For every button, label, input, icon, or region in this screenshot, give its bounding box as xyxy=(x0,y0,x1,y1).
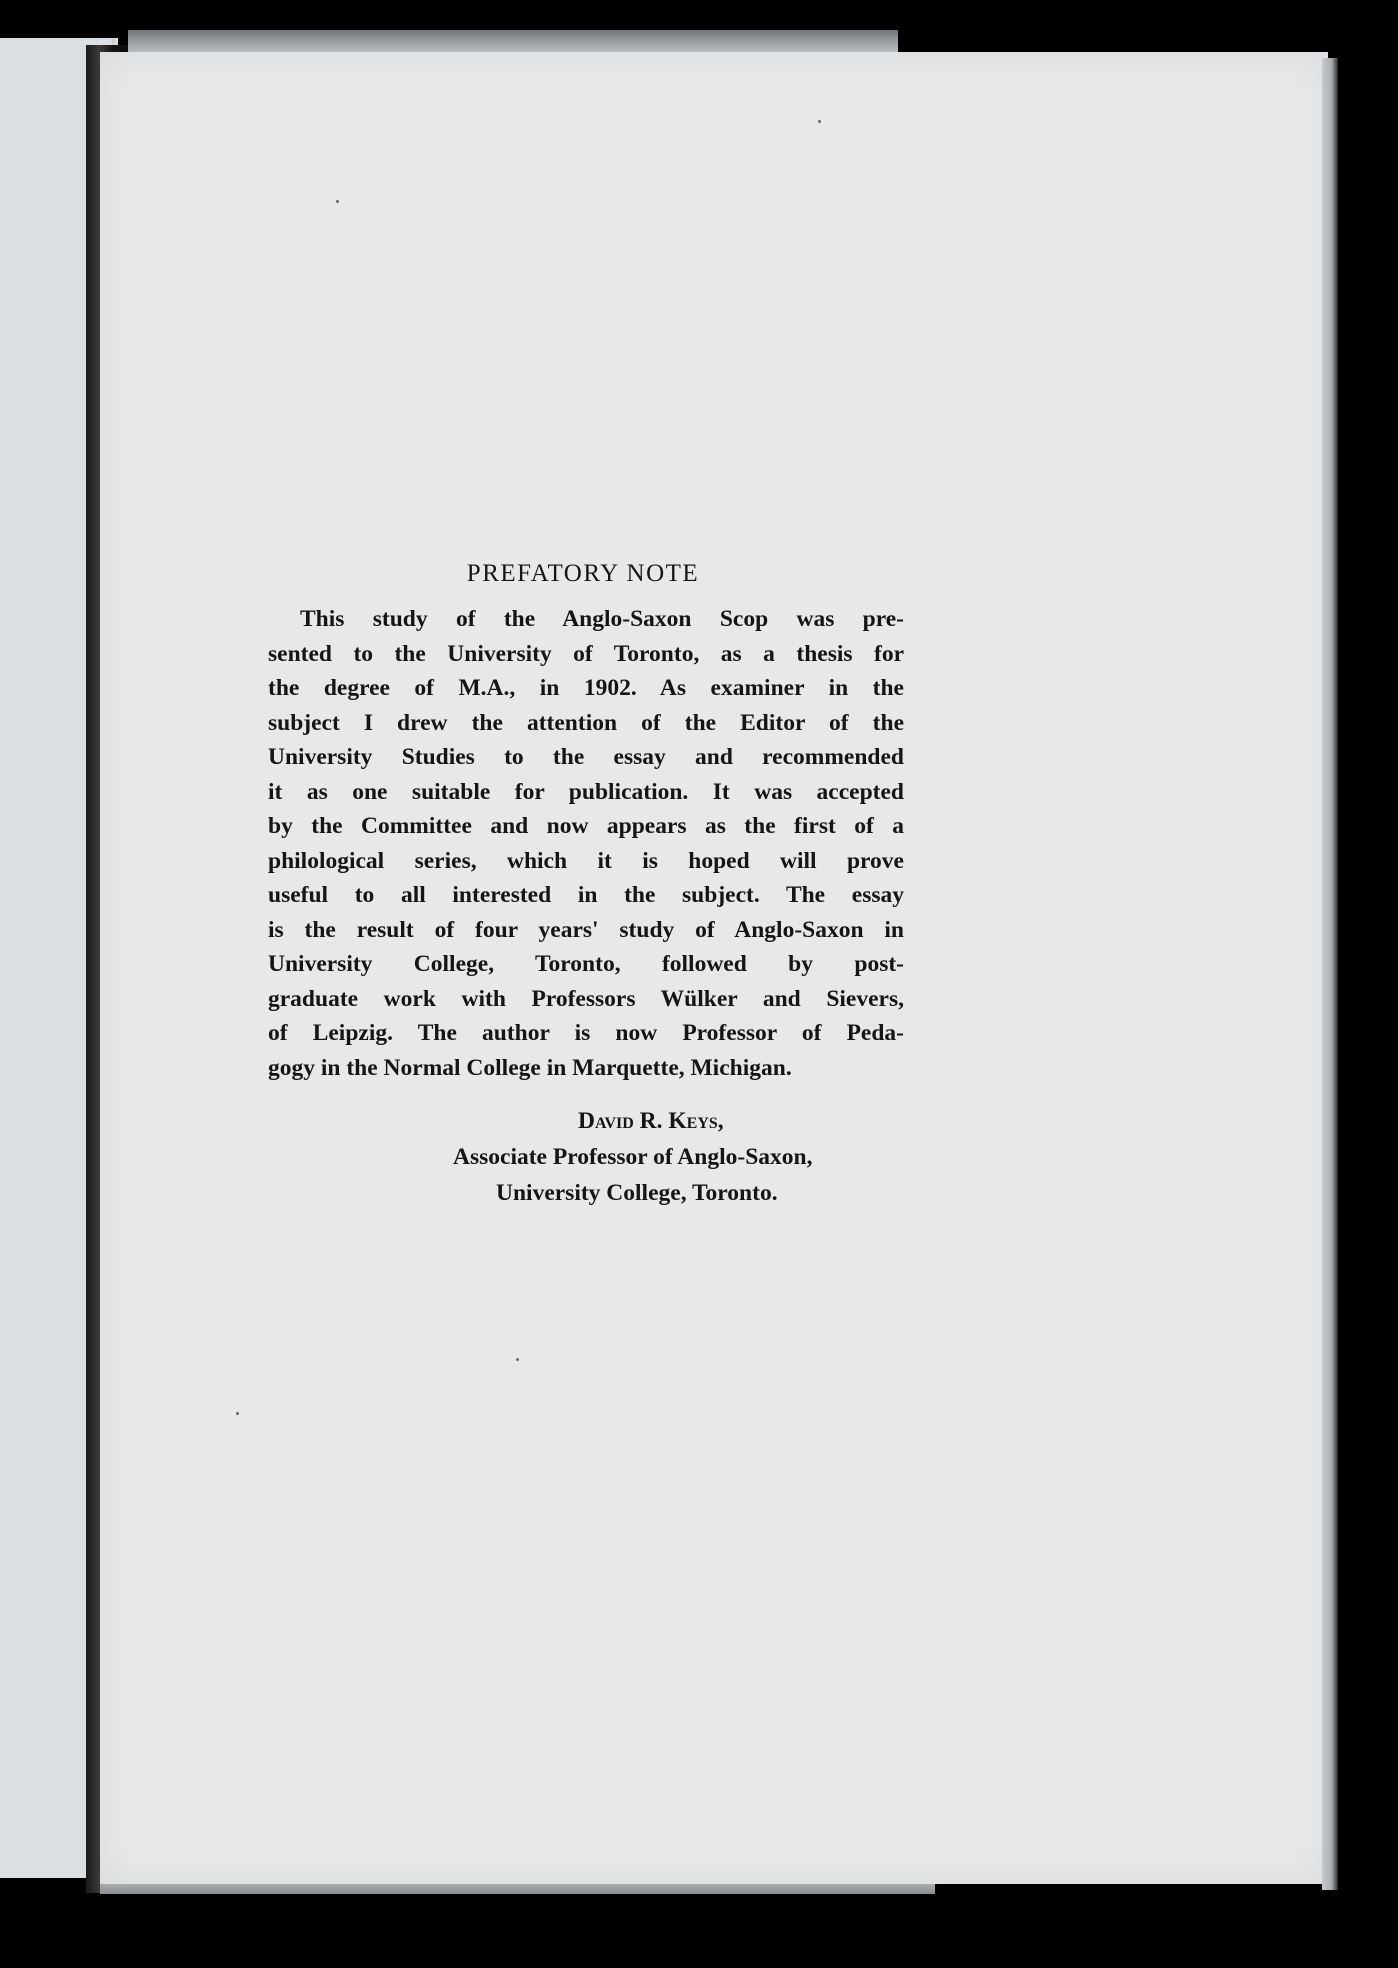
signature-block xyxy=(168,1103,908,1211)
author-title: Associate Professor of Anglo-Saxon, xyxy=(453,1144,813,1170)
body-line: by the Committee and now appears as the first of a xyxy=(268,813,904,839)
body-line: philological series, which it is hoped will prove xyxy=(268,847,904,874)
author-institution: University College, Toronto. xyxy=(496,1180,778,1206)
body-line: the degree of M.A., in 1902. As examiner in the xyxy=(268,675,904,701)
body-line: gogy in the Normal College in Marquette, Michigan. xyxy=(268,1054,792,1081)
body-line: subject I drew the attention of the Editor of the xyxy=(268,709,904,736)
author-name: David R. Keys, xyxy=(578,1108,724,1134)
prefatory-note xyxy=(168,560,908,1211)
paper-speck xyxy=(818,120,821,123)
body-line: is the result of four years' study of Anglo-Saxon in xyxy=(268,916,904,943)
right-page-edge xyxy=(1322,58,1338,1890)
body-line: sented to the University of Toronto, as a thesis for xyxy=(268,640,904,667)
body-line: This study of the Anglo-Saxon Scop was pre- xyxy=(300,606,904,632)
body-line: University Studies to the essay and recommended xyxy=(268,744,904,770)
paper-speck xyxy=(236,1412,239,1415)
paper-speck xyxy=(336,200,339,203)
top-page-edge xyxy=(128,30,898,54)
note-body xyxy=(168,602,908,1085)
body-line: University College, Toronto, followed by post- xyxy=(268,951,904,977)
body-line: useful to all interested in the subject. The essay xyxy=(268,882,904,908)
body-line: it as one suitable for publication. It was accepted xyxy=(268,778,904,805)
paper-speck xyxy=(516,1358,519,1361)
page-heading: PREFATORY NOTE xyxy=(466,560,700,587)
body-line: graduate work with Professors Wülker and Sievers, xyxy=(268,985,904,1012)
body-line: of Leipzig. The author is now Professor of Peda- xyxy=(268,1020,904,1046)
